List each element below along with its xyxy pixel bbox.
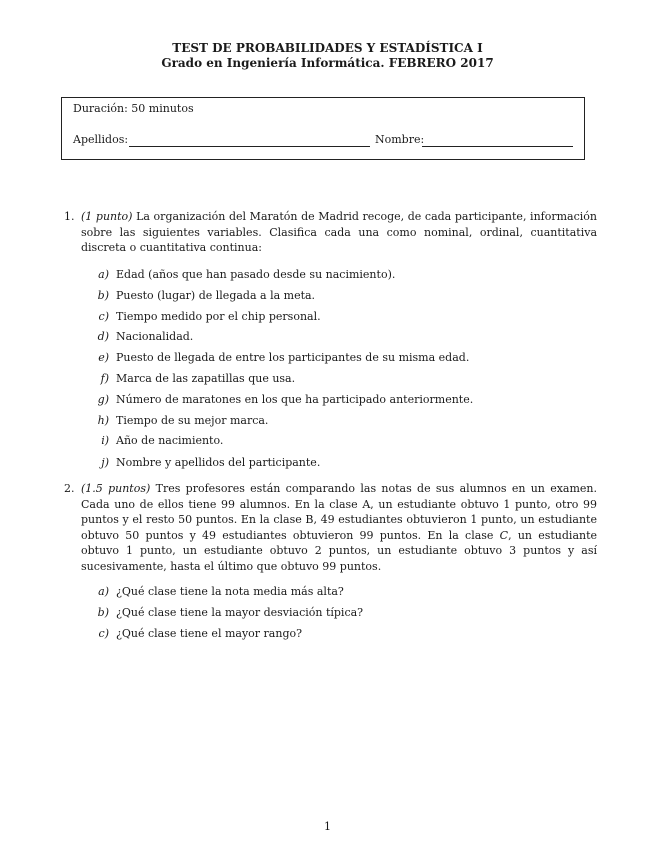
class-variable: C: [499, 528, 509, 542]
question-points: (1.5 puntos): [81, 482, 151, 495]
exam-subtitle: Grado en Ingeniería Informática. FEBRERO 2017: [161, 56, 494, 70]
question-text: [81, 481, 597, 575]
exam-header: [0, 41, 655, 71]
question-1: [64, 209, 597, 256]
name-label: Nombre:: [375, 133, 425, 146]
duration-text: Duración: 50 minutos: [73, 102, 194, 115]
question-number: 1.: [64, 210, 75, 223]
list-item: c) ¿Qué clase tiene el mayor rango?: [98, 627, 303, 640]
question-points: (1 punto): [81, 210, 133, 223]
list-item: h) Tiempo de su mejor marca.: [97, 414, 269, 427]
question-number: 2.: [64, 482, 75, 495]
surname-label: Apellidos:: [73, 133, 129, 146]
list-item: i) Año de nacimiento.: [101, 434, 224, 447]
list-item: a) Edad (años que han pasado desde su nacimiento).: [98, 268, 396, 281]
name-field-line[interactable]: [422, 146, 573, 147]
question-statement-part-2: , un estudiante obtuvo 1 punto, un estudiante obtuvo 2 puntos, un estudiante obtuvo 3 puntos y así sucesivamente, hasta el último que obtuvo 99 puntos.: [81, 528, 598, 573]
question-statement: La organización del Maratón de Madrid recoge, de cada participante, información sobre las siguientes variables. Clasifica cada una como nominal, ordinal, cuantitativa discreta o cuantitativa continua:: [81, 210, 597, 255]
list-item: j) Nombre y apellidos del participante.: [101, 456, 321, 469]
list-item: a) ¿Qué clase tiene la nota media más alta?: [98, 585, 344, 598]
question-statement-part-1: Tres profesores están comparando las notas de sus alumnos en un examen. Cada uno de ellos tiene 99 alumnos. En la clase A, un estudiante obtuvo 1 punto, otro 99 puntos y el resto 50 puntos. En la clase B, 49 estudiantes obtuvieron 1 punto, un estudiante obtuvo 50 puntos y 49 estudiantes obtuvieron 99 puntos. En la clase: [81, 482, 597, 542]
list-item: b) Puesto (lugar) de llegada a la meta.: [97, 289, 316, 302]
list-item: c) Tiempo medido por el chip personal.: [98, 310, 321, 323]
list-item: b) ¿Qué clase tiene la mayor desviación típica?: [97, 606, 364, 619]
student-info-box: [61, 97, 585, 160]
surname-field-line[interactable]: [129, 146, 370, 147]
question-2: [64, 481, 597, 575]
page-number: 1: [324, 820, 331, 833]
list-item: g) Número de maratones en los que ha participado anteriormente.: [97, 393, 474, 406]
exam-title: TEST DE PROBABILIDADES Y ESTADÍSTICA I: [172, 41, 483, 55]
list-item: e) Puesto de llegada de entre los participantes de su misma edad.: [98, 351, 470, 364]
list-item: f) Marca de las zapatillas que usa.: [100, 372, 296, 385]
list-item: d) Nacionalidad.: [97, 330, 194, 343]
question-text: [81, 209, 597, 256]
